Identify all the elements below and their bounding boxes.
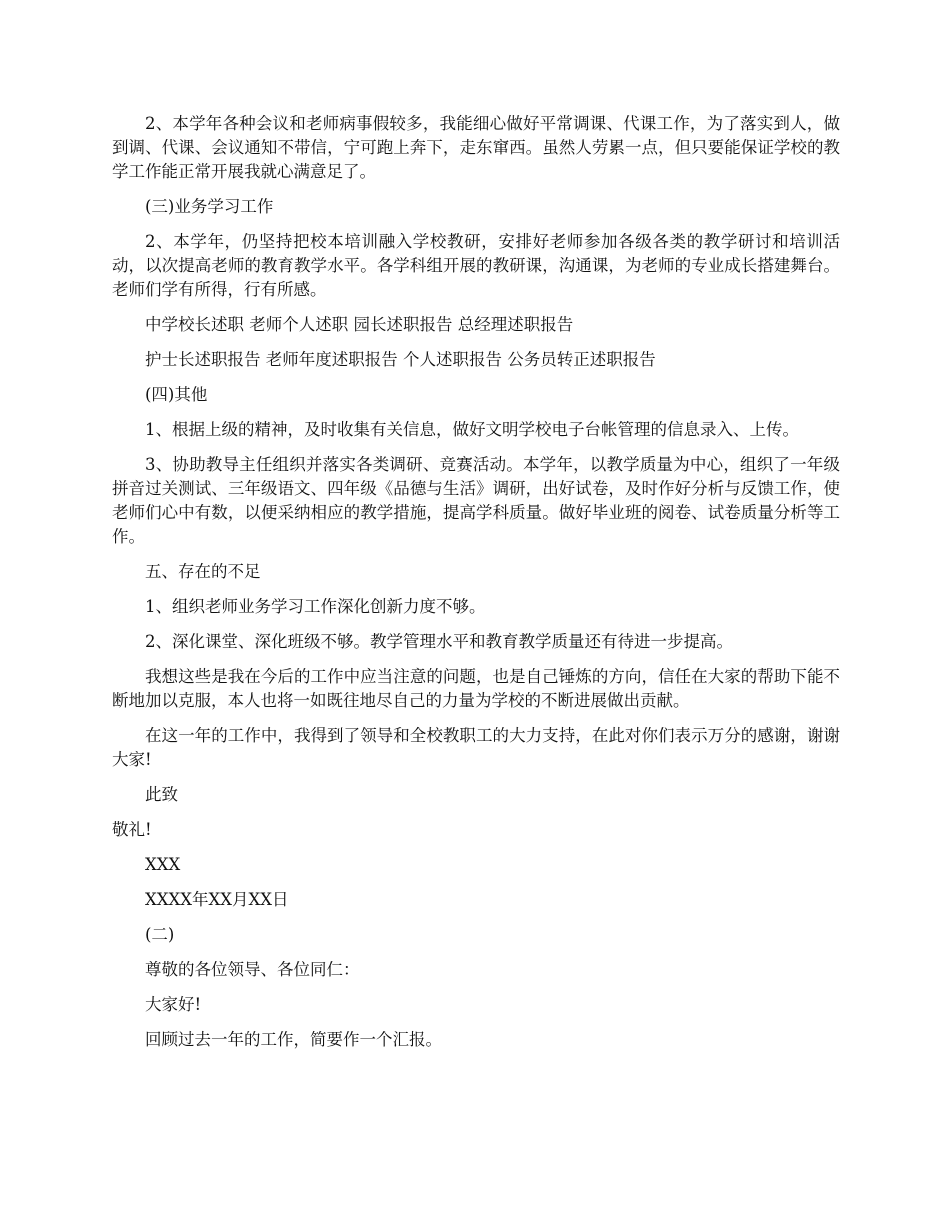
closing-line: 此致: [145, 785, 178, 804]
paragraph: 1、组织老师业务学习工作深化创新力度不够。: [145, 597, 486, 616]
related-links-line: 护士长述职报告 老师年度述职报告 个人述职报告 公务员转正述职报告: [145, 350, 656, 369]
paragraph: 2、本学年，仍坚持把校本培训融入学校教研，安排好老师参加各级各类的教学研讨和培训活动，以次提高老师的教育教学水平。各学科组开展的教研课，沟通课，为老师的专业成长搭建舞台。老师们学有所得，行有所感。: [112, 232, 840, 299]
paragraph: 我想这些是我在今后的工作中应当注意的问题，也是自己锤炼的方向，信任在大家的帮助下能不断地加以克服，本人也将一如既往地尽自己的力量为学校的不断进展做出贡献。: [112, 667, 840, 710]
signature-name: XXX: [145, 855, 181, 874]
salutation-line: 敬礼!: [112, 820, 152, 839]
paragraph: 回顾过去一年的工作，简要作一个汇报。: [145, 1030, 442, 1049]
section-heading: (三)业务学习工作: [145, 197, 274, 216]
section-heading: (二): [145, 925, 175, 944]
document-body: [112, 112, 840, 1063]
section-heading: 五、存在的不足: [145, 562, 261, 581]
related-links-line: 中学校长述职 老师个人述职 园长述职报告 总经理述职报告: [145, 315, 574, 334]
section-heading: (四)其他: [145, 385, 208, 404]
greeting-line: 尊敬的各位领导、各位同仁：: [145, 960, 360, 979]
paragraph: 3、协助教导主任组织并落实各类调研、竞赛活动。本学年，以教学质量为中心，组织了一年级拼音过关测试、三年级语文、四年级《品德与生活》调研，出好试卷，及时作好分析与反馈工作，使老师们心中有数，以便采纳相应的教学措施，提高学科质量。做好毕业班的阅卷、试卷质量分析等工作。: [112, 455, 840, 546]
paragraph: 在这一年的工作中，我得到了领导和全校教职工的大力支持，在此对你们表示万分的感谢，谢谢大家!: [112, 726, 840, 769]
greeting-line: 大家好!: [145, 995, 202, 1014]
signature-date: XXXX年XX月XX日: [145, 890, 289, 909]
paragraph: 1、根据上级的精神，及时收集有关信息，做好文明学校电子台帐管理的信息录入、上传。: [145, 420, 799, 439]
paragraph: 2、深化课堂、深化班级不够。教学管理水平和教育教学质量还有待进一步提高。: [145, 632, 733, 651]
paragraph: 2、本学年各种会议和老师病事假较多，我能细心做好平常调课、代课工作，为了落实到人，做到调、代课、会议通知不带信，宁可跑上奔下，走东窜西。虽然人劳累一点，但只要能保证学校的教学工作能正常开展我就心满意足了。: [112, 114, 840, 181]
